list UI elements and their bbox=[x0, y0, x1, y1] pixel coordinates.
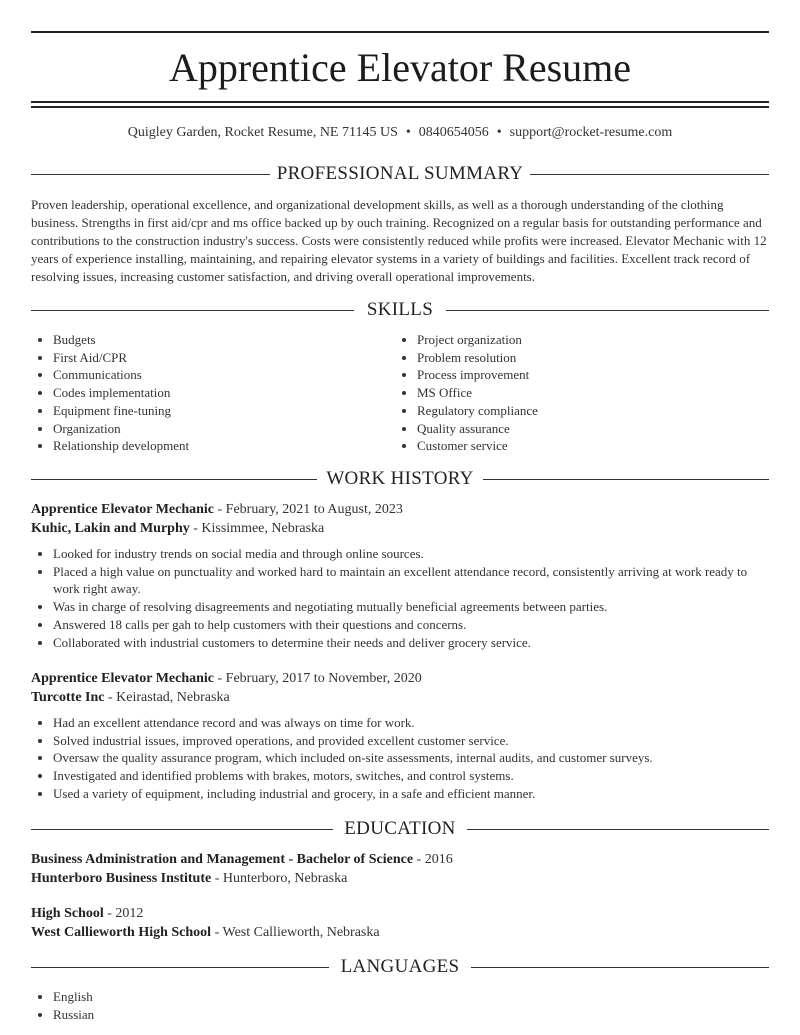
job-location: - Kissimmee, Nebraska bbox=[189, 521, 325, 536]
skill-item: • Relationship development bbox=[53, 437, 391, 455]
job-entry bbox=[31, 669, 769, 803]
skill-item: • Problem resolution bbox=[417, 349, 755, 367]
education-entry bbox=[31, 850, 769, 888]
job-bullet: • Investigated and identified problems with brakes, motors, switches, and control systems. bbox=[53, 767, 769, 785]
degree-year: - 2012 bbox=[103, 906, 144, 921]
education-entry bbox=[31, 904, 769, 942]
job-dates: - February, 2021 to August, 2023 bbox=[214, 502, 403, 517]
school-line bbox=[31, 869, 769, 888]
summary-text: Proven leadership, operational excellence, and organizational development skills, as well as a thorough understanding of the clothing business. Strengths in first aid/cpr and ms office backed up by ouch training. Recognized on a regular basis for outstanding performance and contributions to the construction industry's success. Costs were consistently reduced while profits were increased. Elevator Mechanic with 12 years of experience installing, maintaining, and repairing elevator systems in a variety of buildings and facilities. Excellent track record of resolving issues, increasing customer satisfaction, and driving overall operational improvements. bbox=[31, 197, 767, 284]
school-location: - Hunterboro, Nebraska bbox=[211, 871, 348, 886]
degree-line bbox=[31, 850, 769, 869]
job-title: Apprentice Elevator Mechanic bbox=[31, 502, 215, 517]
section-heading-work bbox=[31, 467, 769, 491]
resume-title: Apprentice Elevator Resume bbox=[168, 45, 632, 90]
school: Hunterboro Business Institute bbox=[31, 871, 212, 886]
job-bullet: • Was in charge of resolving disagreements and negotiating mutually beneficial agreements between parties. bbox=[53, 598, 769, 616]
degree-line bbox=[31, 904, 769, 923]
skill-item: • Project organization bbox=[417, 331, 755, 349]
skill-item: • Process improvement bbox=[417, 366, 755, 384]
job-company-line bbox=[31, 519, 769, 538]
job-bullet: • Placed a high value on punctuality and worked hard to maintain an excellent attendance record, consistently arriving at work ready to work right away. bbox=[53, 563, 769, 598]
degree: Business Administration and Management - Bachelor of Science bbox=[31, 852, 414, 867]
contact-email: support@rocket-resume.com bbox=[509, 125, 673, 140]
job-bullet: • Answered 18 calls per gah to help customers with their questions and concerns. bbox=[53, 616, 769, 634]
skills-heading: SKILLS bbox=[366, 299, 434, 320]
contact-separator: • bbox=[496, 125, 502, 140]
languages-heading: LANGUAGES bbox=[340, 956, 460, 977]
skill-item: • Budgets bbox=[53, 331, 391, 349]
job-bullet: • Collaborated with industrial customers to determine their needs and deliver grocery service. bbox=[53, 634, 769, 652]
section-heading-languages bbox=[31, 955, 769, 979]
skill-item: • Communications bbox=[53, 366, 391, 384]
skill-item: • Codes implementation bbox=[53, 384, 391, 402]
job-bullet: • Used a variety of equipment, including industrial and grocery, in a safe and efficient manner. bbox=[53, 785, 769, 803]
skill-item: • First Aid/CPR bbox=[53, 349, 391, 367]
skill-item: • Organization bbox=[53, 420, 391, 438]
job-bullet: • Looked for industry trends on social media and through online sources. bbox=[53, 545, 769, 563]
school: West Callieworth High School bbox=[31, 925, 212, 940]
job-location: - Keirastad, Nebraska bbox=[104, 690, 230, 705]
job-company-line bbox=[31, 688, 769, 707]
work-heading: WORK HISTORY bbox=[326, 468, 474, 489]
top-rule bbox=[31, 31, 769, 33]
job-title-line bbox=[31, 669, 769, 688]
school-location: - West Callieworth, Nebraska bbox=[211, 925, 380, 940]
summary-heading: PROFESSIONAL SUMMARY bbox=[276, 163, 524, 184]
skill-item: • Regulatory compliance bbox=[417, 402, 755, 420]
language-item: • Russian bbox=[53, 1006, 769, 1024]
contact-address: Quigley Garden, Rocket Resume, NE 71145 US bbox=[127, 125, 398, 140]
skill-item: • Quality assurance bbox=[417, 420, 755, 438]
degree-year: - 2016 bbox=[413, 852, 453, 867]
skill-item: • Customer service bbox=[417, 437, 755, 455]
contact-phone: 0840654056 bbox=[418, 125, 489, 140]
skills-left-column bbox=[31, 331, 391, 455]
job-bullet: • Solved industrial issues, improved operations, and provided excellent customer service. bbox=[53, 732, 769, 750]
job-title: Apprentice Elevator Mechanic bbox=[31, 671, 215, 686]
contact-separator: • bbox=[405, 125, 411, 140]
section-heading-skills bbox=[31, 298, 769, 322]
skill-item: • Equipment fine-tuning bbox=[53, 402, 391, 420]
job-title-line bbox=[31, 500, 769, 519]
job-dates: - February, 2017 to November, 2020 bbox=[214, 671, 422, 686]
job-company: Kuhic, Lakin and Murphy bbox=[31, 521, 190, 536]
job-entry bbox=[31, 500, 769, 651]
skills-right-column bbox=[395, 331, 755, 455]
title-double-rule bbox=[31, 101, 769, 108]
language-item: • English bbox=[53, 988, 769, 1006]
job-bullet: • Had an excellent attendance record and was always on time for work. bbox=[53, 714, 769, 732]
education-heading: EDUCATION bbox=[344, 818, 456, 839]
job-bullet: • Oversaw the quality assurance program, which included on-site assessments, internal audits, and customer surveys. bbox=[53, 749, 769, 767]
school-line bbox=[31, 923, 769, 942]
job-company: Turcotte Inc bbox=[31, 690, 105, 705]
section-heading-summary bbox=[31, 162, 769, 186]
section-heading-education bbox=[31, 817, 769, 841]
contact-line bbox=[31, 123, 769, 143]
languages-list bbox=[31, 988, 769, 1023]
skill-item: • MS Office bbox=[417, 384, 755, 402]
degree: High School bbox=[31, 906, 104, 921]
